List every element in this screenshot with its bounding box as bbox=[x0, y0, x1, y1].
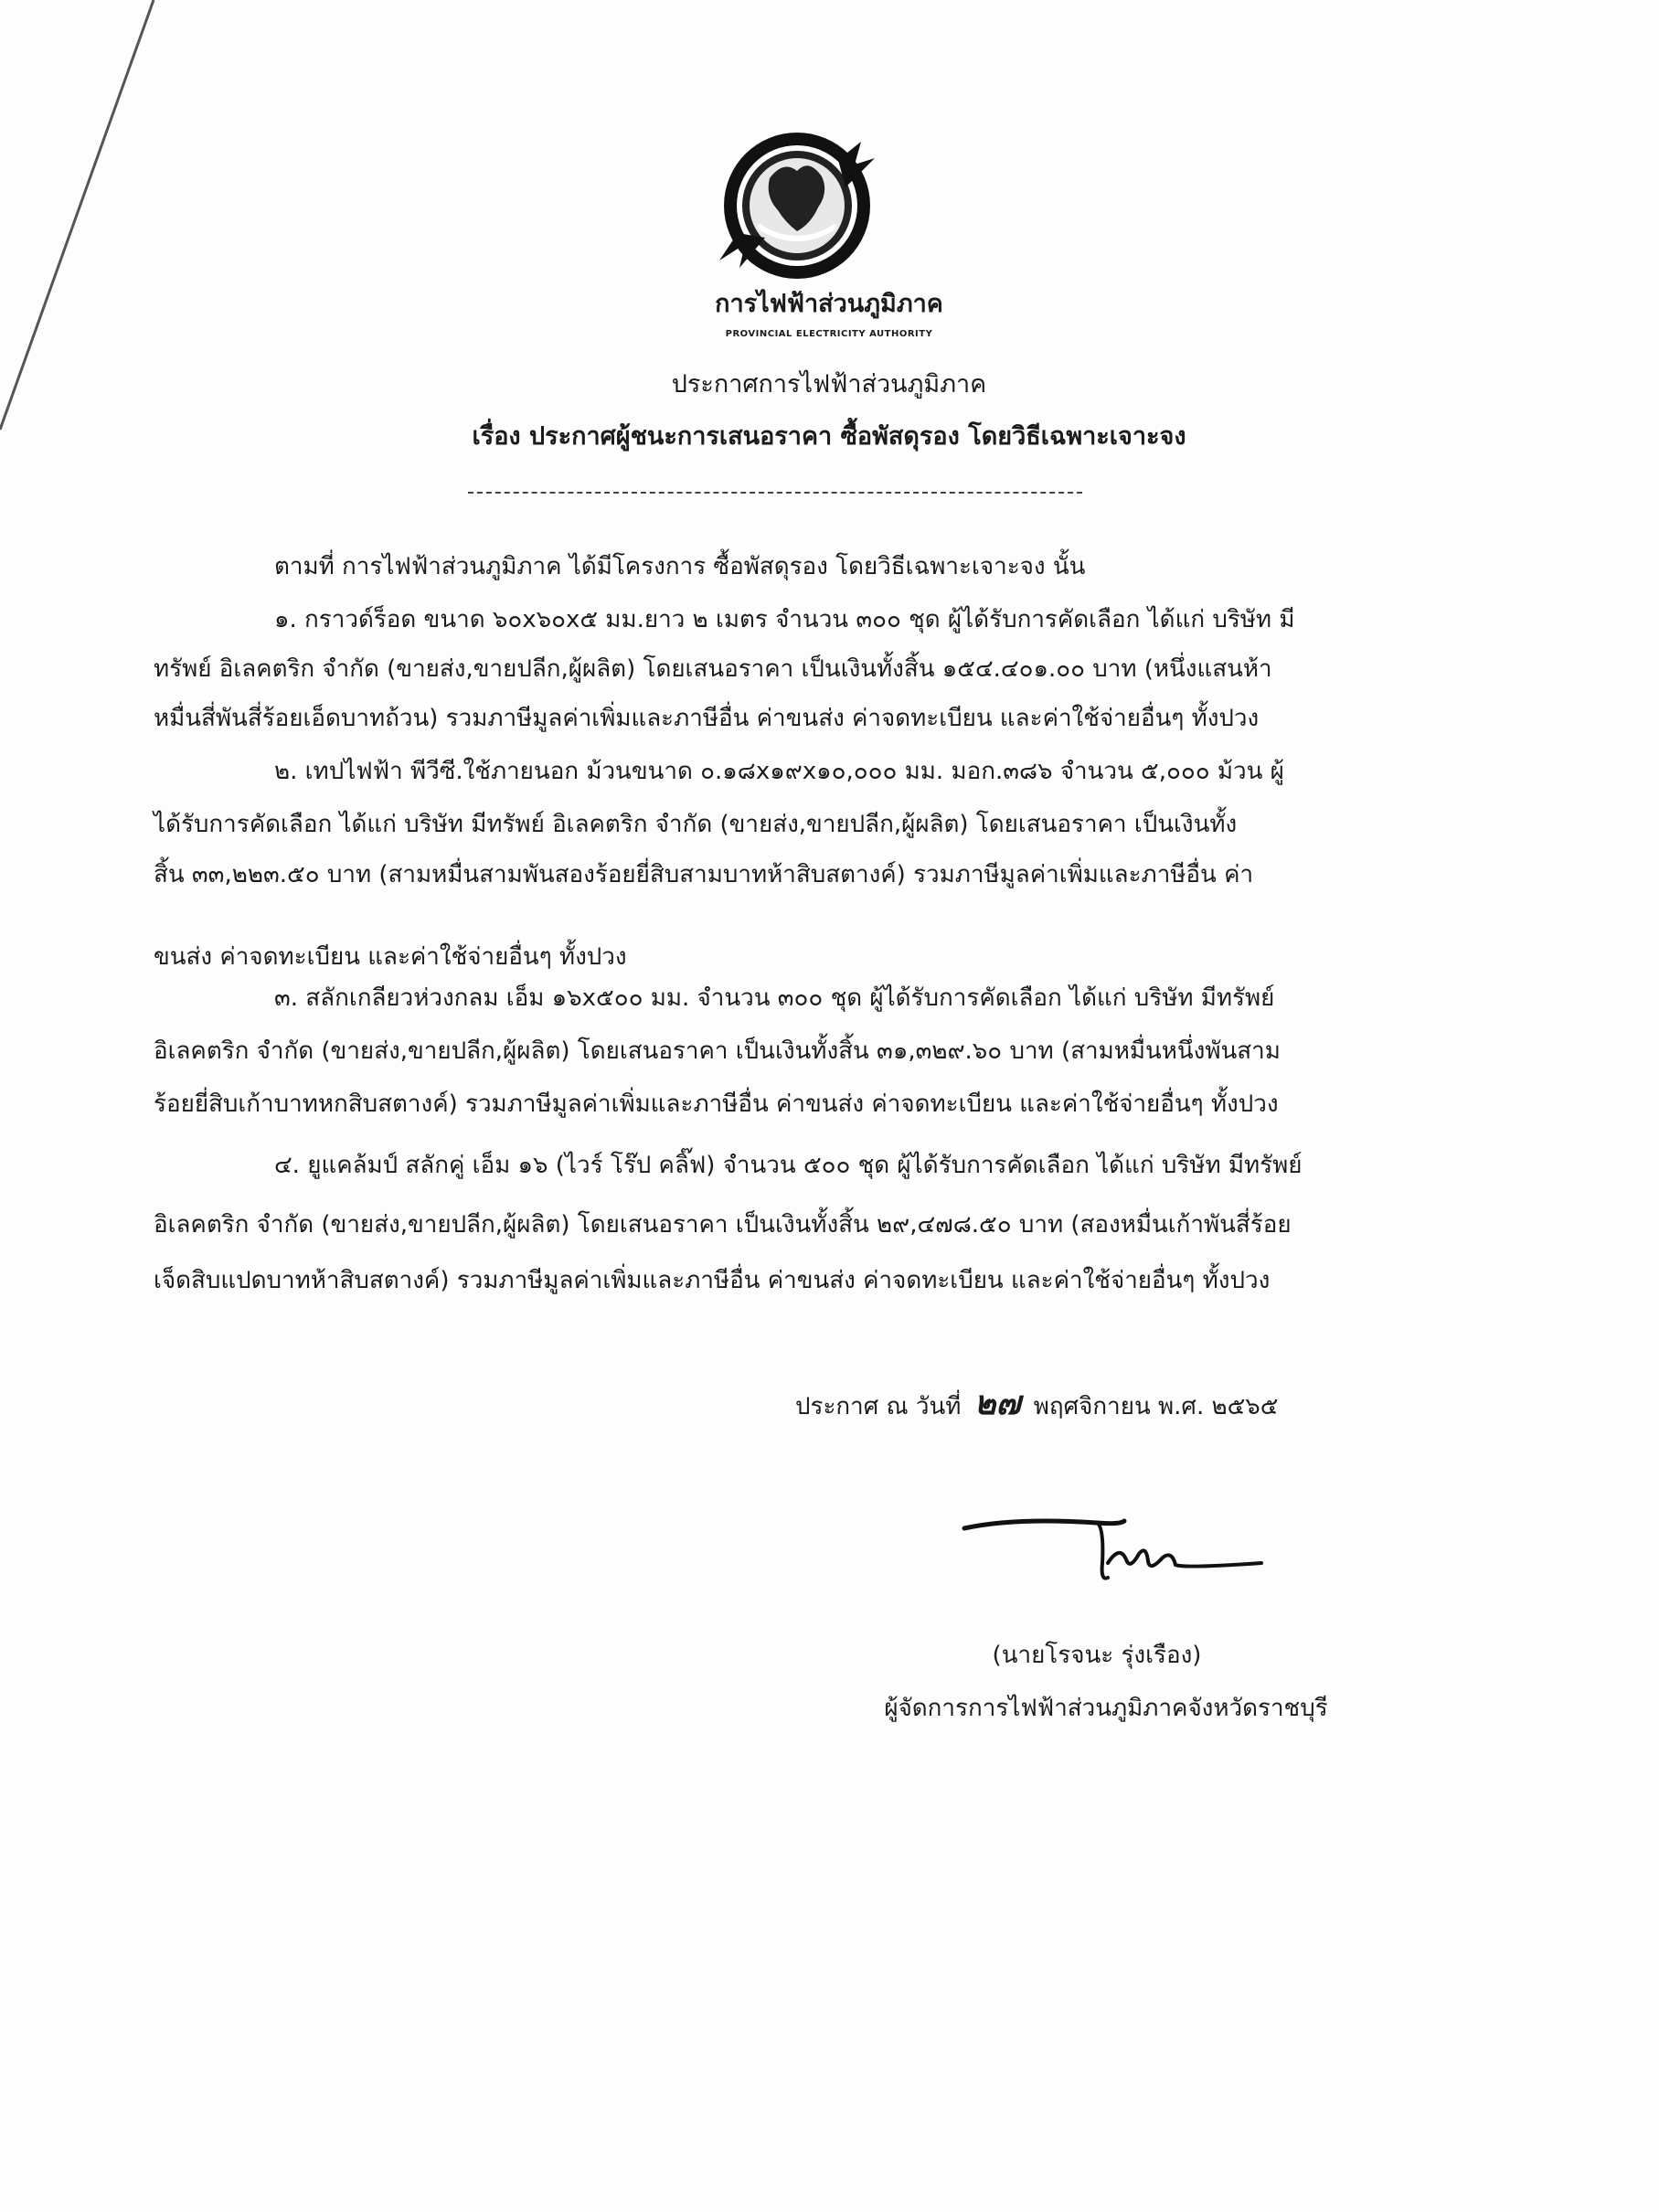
date-prefix: ประกาศ ณ วันที่ bbox=[795, 1393, 962, 1420]
item-line: อิเลคตริก จำกัด (ขายส่ง,ขายปลีก,ผู้ผลิต) โดยเสนอราคา เป็นเงินทั้งสิ้น ๒๙,๔๗๘.๕๐ บาท (สองหมื่นเก้าพันสี่ร้อย bbox=[154, 1211, 1292, 1239]
item-line: เจ็ดสิบแปดบาทห้าสิบสตางค์) รวมภาษีมูลค่าเพิ่มและภาษีอื่น ค่าขนส่ง ค่าจดทะเบียน และค่าใช้จ่ายอื่นๆ ทั้งปวง bbox=[154, 1267, 1271, 1294]
handwritten-day: ๒๗ bbox=[973, 1384, 1021, 1422]
intro-paragraph: ตามที่ การไฟฟ้าส่วนภูมิภาค ได้มีโครงการ ซื้อพัสดุรอง โดยวิธีเฉพาะเจาะจง นั้น bbox=[274, 553, 1086, 580]
date-month-year: พฤศจิกายน พ.ศ. ๒๕๖๕ bbox=[1033, 1393, 1279, 1420]
pea-logo-icon bbox=[701, 123, 893, 288]
announcement-title: ประกาศการไฟฟ้าส่วนภูมิภาค bbox=[671, 370, 987, 399]
item-line: ขนส่ง ค่าจดทะเบียน และค่าใช้จ่ายอื่นๆ ทั้งปวง bbox=[154, 943, 627, 971]
item-line: ได้รับการคัดเลือก ได้แก่ บริษัท มีทรัพย์ อิเลคตริก จำกัด (ขายส่ง,ขายปลีก,ผู้ผลิต) โดยเสนอราคา เป็นเงินทั้ง bbox=[154, 811, 1238, 838]
item-line: อิเลคตริก จำกัด (ขายส่ง,ขายปลีก,ผู้ผลิต) โดยเสนอราคา เป็นเงินทั้งสิ้น ๓๑,๓๒๙.๖๐ บาท (สามหมื่นหนึ่งพันสาม bbox=[154, 1037, 1281, 1065]
item-line: ๔. ยูแคล้มป์ สลักคู่ เอ็ม ๑๖ (ไวร์ โร๊ป คลิ๊ฟ) จำนวน ๕๐๐ ชุด ผู้ได้รับการคัดเลือก ได้แก่ บริษัท มีทรัพย์ bbox=[274, 1152, 1303, 1179]
signatory-name: (นายโรจนะ รุ่งเรือง) bbox=[992, 1642, 1202, 1669]
announcement-subject: เรื่อง ประกาศผู้ชนะการเสนอราคา ซื้อพัสดุรอง โดยวิธีเฉพาะเจาะจง bbox=[472, 422, 1186, 451]
item-line: ทรัพย์ อิเลคตริก จำกัด (ขายส่ง,ขายปลีก,ผู้ผลิต) โดยเสนอราคา เป็นเงินทั้งสิ้น ๑๕๔.๔๐๑.๐๐ บาท (หนึ่งแสนห้า bbox=[154, 655, 1272, 683]
announcement-date bbox=[795, 1385, 1344, 1425]
scan-edge-line bbox=[0, 0, 183, 457]
org-name-thai: การไฟฟ้าส่วนภูมิภาค bbox=[715, 290, 943, 318]
dashed-divider bbox=[468, 492, 1082, 494]
item-line: ๑. กราวด์ร็อด ขนาด ๖๐x๖๐x๕ มม.ยาว ๒ เมตร จำนวน ๓๐๐ ชุด ผู้ได้รับการคัดเลือก ได้แก่ บริษัท มี bbox=[274, 606, 1295, 633]
item-line: หมื่นสี่พันสี่ร้อยเอ็ดบาทถ้วน) รวมภาษีมูลค่าเพิ่มและภาษีอื่น ค่าขนส่ง ค่าจดทะเบียน และค่าใช้จ่ายอื่นๆ ทั้งปวง bbox=[154, 705, 1260, 732]
item-line: ๓. สลักเกลียวห่วงกลม เอ็ม ๑๖x๕๐๐ มม. จำนวน ๓๐๐ ชุด ผู้ได้รับการคัดเลือก ได้แก่ บริษัท มีทรัพย์ bbox=[274, 984, 1275, 1012]
org-name-english: PROVINCIAL ELECTRICITY AUTHORITY bbox=[725, 329, 933, 339]
signature-icon bbox=[960, 1490, 1271, 1590]
item-line: ร้อยยี่สิบเก้าบาทหกสิบสตางค์) รวมภาษีมูลค่าเพิ่มและภาษีอื่น ค่าขนส่ง ค่าจดทะเบียน และค่าใช้จ่ายอื่นๆ ทั้งปวง bbox=[154, 1090, 1279, 1118]
item-line: ๒. เทปไฟฟ้า พีวีซี.ใช้ภายนอก ม้วนขนาด ๐.๑๘x๑๙x๑๐,๐๐๐ มม. มอก.๓๘๖ จำนวน ๕,๐๐๐ ม้วน ผู้ bbox=[274, 758, 1284, 785]
signatory-title: ผู้จัดการการไฟฟ้าส่วนภูมิภาคจังหวัดราชบุรี bbox=[884, 1695, 1328, 1722]
item-line: สิ้น ๓๓,๒๒๓.๕๐ บาท (สามหมื่นสามพันสองร้อยยี่สิบสามบาทห้าสิบสตางค์) รวมภาษีมูลค่าเพิ่มและภาษีอื่น ค่า bbox=[154, 861, 1254, 888]
